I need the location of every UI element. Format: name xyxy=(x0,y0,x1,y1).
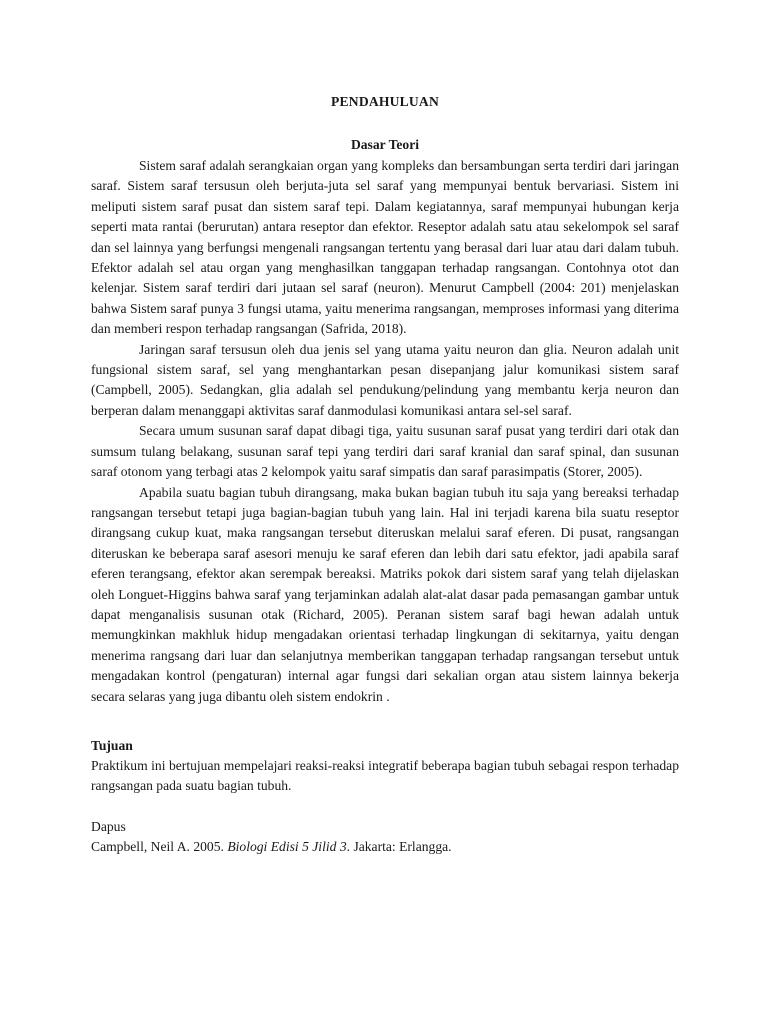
reference-entry xyxy=(91,837,679,857)
reference-publisher: . Jakarta: Erlangga. xyxy=(346,839,452,855)
paragraph-jaringan-saraf: Jaringan saraf tersusun oleh dua jenis sel yang utama yaitu neuron dan glia. Neuron adalah unit fungsional sistem saraf, sel yang menghantarkan pesan disepanjang jalur komunikasi sistem saraf (Campbell, 2005). Sedangkan, glia adalah sel pendukung/pelindung yang membantu kerja neuron dan berperan dalam menanggapi aktivitas saraf danmodulasi komunikasi antara sel-sel saraf. xyxy=(91,341,679,418)
reference-book-title: Biologi Edisi 5 Jilid 3 xyxy=(227,839,347,855)
paragraph-sistem-saraf: Sistem saraf adalah serangkaian organ yang kompleks dan bersambungan serta terdiri dari jaringan saraf. Sistem saraf tersusun oleh berjuta-juta sel saraf yang mempunyai bentuk bervariasi. Sistem ini meliputi sistem saraf pusat dan sistem saraf tepi. Dalam kegiatannya, saraf mempunyai hubungan kerja seperti mata rantai (berurutan) antara reseptor dan efektor. Reseptor adalah satu atau sekelompok sel saraf dan sel lainnya yang berfungsi mengenali rangsangan tertentu yang berasal dari luar atau dari dalam tubuh. Efektor adalah sel atau organ yang menghasilkan tanggapan terhadap rangsangan. Contohnya otot dan kelenjar. Sistem saraf terdiri dari jutaan sel saraf (neuron). Menurut Campbell (2004: 201) menjelaskan bahwa Sistem saraf punya 3 fungsi utama, yaitu menerima rangsangan, memproses informasi yang diterima dan memberi respon terhadap rangsangan (Safrida, 2018). xyxy=(91,158,679,337)
section-title-tujuan: Tujuan xyxy=(91,737,133,753)
page-title: PENDAHULUAN xyxy=(331,94,439,109)
reference-authors: Campbell, Neil A. 2005. xyxy=(91,839,228,855)
section-title-dasar-teori: Dasar Teori xyxy=(350,137,420,152)
document-content xyxy=(91,91,679,858)
references-label: Dapus xyxy=(91,818,126,834)
paragraph-susunan-saraf: Secara umum susunan saraf dapat dibagi tiga, yaitu susunan saraf pusat yang terdiri dari otak dan sumsum tulang belakang, susunan saraf tepi yang terdiri dari saraf kranial dan saraf spinal, dan susunan saraf otonom yang terbagi atas 2 kelompok yaitu saraf simpatis dan saraf parasimpatis (Storer, 2005). xyxy=(91,423,679,480)
paragraph-reaksi-bagian-tubuh: Apabila suatu bagian tubuh dirangsang, maka bukan bagian tubuh itu saja yang bereaksi terhadap rangsangan tersebut tetapi juga bagian-bagian tubuh yang lain. Hal ini terjadi karena bila suatu reseptor dirangsang cukup kuat, maka rangsangan tersebut diteruskan melalui saraf eferen. Di pusat, rangsangan diteruskan ke beberapa saraf asesori menuju ke saraf eferen dan lebih dari satu efektor, jadi apabila saraf eferen terangsang, efektor akan serempak bereaksi. Matriks pokok dari sistem saraf yang telah dijelaskan oleh Longuet-Higgins bahwa saraf yang terjaminkan adalah alat-alat dasar pada pemasangan gambar untuk dapat menganalisis susunan otak (Richard, 2005). Peranan sistem saraf bagi hewan adalah untuk memungkinkan makhluk hidup mengadakan orientasi terhadap lingkungan di sekitarnya, yaitu dengan menerima rangsang dari luar dan selanjutnya memberikan tanggapan terhadap rangsangan tersebut untuk mengadakan kontrol (pengaturan) internal agar fungsi dari sekalian organ atau sistem lainnya bekerja secara selaras yang juga dibantu oleh sistem endokrin . xyxy=(91,484,679,704)
paragraph-tujuan: Praktikum ini bertujuan mempelajari reaksi-reaksi integratif beberapa bagian tubuh sebagai respon terhadap rangsangan pada suatu bagian tubuh. xyxy=(91,757,679,794)
